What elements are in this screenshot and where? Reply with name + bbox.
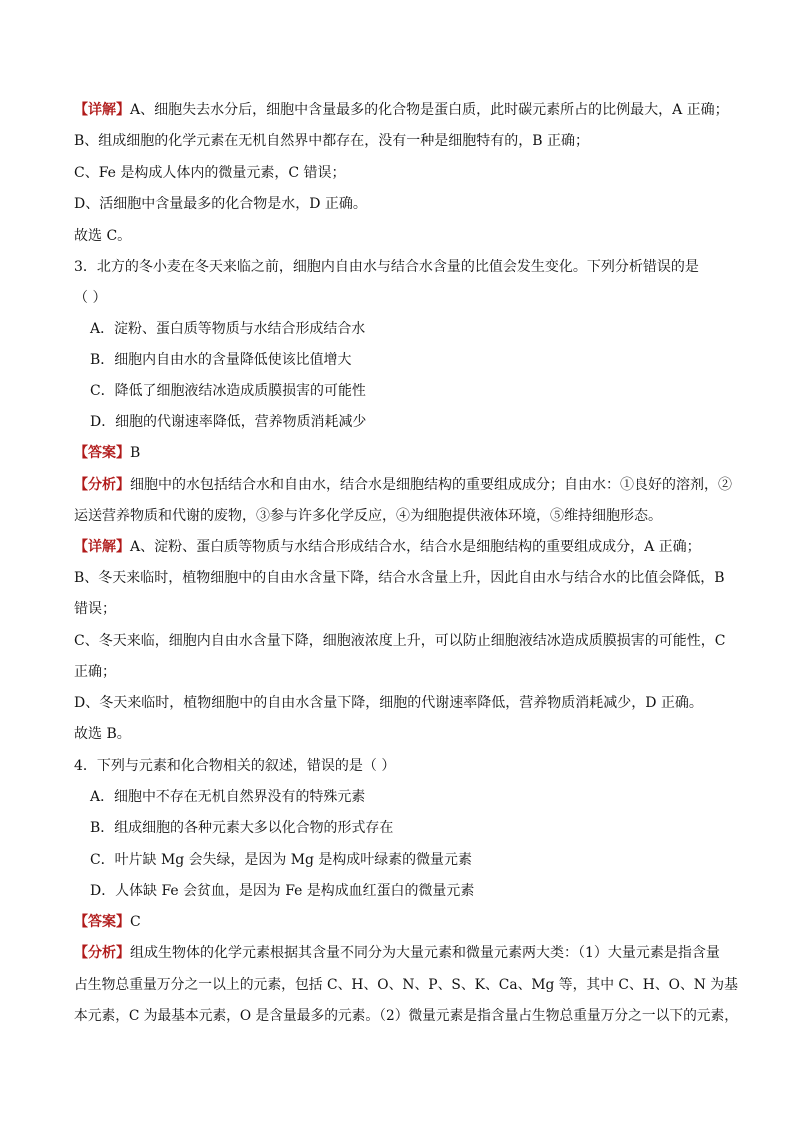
text-line: 故选 C。 [74, 228, 132, 244]
section-tag: 【详解】 [74, 102, 130, 118]
line-text: 组成生物体的化学元素根据其含量不同分为大量元素和微量元素两大类：（1）大量元素是指含量 [130, 945, 720, 961]
option-a: A．淀粉、蛋白质等物质与水结合形成结合水 [90, 321, 366, 337]
answer-line [74, 444, 724, 462]
option-a: A．细胞中不存在无机自然界没有的特殊元素 [90, 789, 366, 805]
explanation-line [74, 538, 724, 556]
line-text: 细胞中的水包括结合水和自由水，结合水是细胞结构的重要组成成分；自由水：①良好的溶剂，② [130, 477, 732, 493]
line-text: A、细胞失去水分后，细胞中含量最多的化合物是蛋白质，此时碳元素所占的比例最大，A 正确； [130, 102, 729, 118]
text-line: D、活细胞中含量最多的化合物是水，D 正确。 [74, 196, 367, 212]
answer-line [74, 913, 724, 931]
answer-value: C [130, 914, 141, 930]
section-tag: 【分析】 [74, 945, 130, 961]
text-line: 运送营养物质和代谢的废物，③参与许多化学反应，④为细胞提供液体环境，⑤维持细胞形态。 [74, 508, 662, 524]
text-line: 本元素，C 为最基本元素，O 是含量最多的元素。（2）微量元素是指含量占生物总重量万分之一以下的元素， [74, 1008, 739, 1024]
line-text: A、淀粉、蛋白质等物质与水结合形成结合水，结合水是细胞结构的重要组成成分，A 正确； [130, 539, 701, 555]
section-tag: 【答案】 [74, 445, 130, 461]
option-c: C．降低了细胞液结冰造成质膜损害的可能性 [90, 383, 366, 399]
text-line: 占生物总重量万分之一以上的元素，包括 C、H、O、N、P、S、K、Ca、Mg 等，其中 C、H、O、N 为基 [74, 977, 738, 993]
text-line: D、冬天来临时，植物细胞中的自由水含量下降，细胞的代谢速率降低，营养物质消耗减少，D 正确。 [74, 695, 703, 711]
answer-value: B [130, 445, 141, 461]
analysis-line [74, 476, 732, 494]
text-line [74, 101, 729, 119]
option-d: D．细胞的代谢速率降低，营养物质消耗减少 [90, 414, 367, 430]
answer-blank: （ ） [74, 290, 107, 306]
text-line: 正确； [74, 664, 116, 680]
text-line: C、冬天来临，细胞内自由水含量下降，细胞液浓度上升，可以防止细胞液结冰造成质膜损害的可能性，C [74, 633, 726, 649]
question-stem: 3．北方的冬小麦在冬天来临之前，细胞内自由水与结合水含量的比值会发生变化。下列分析错误的是 [74, 259, 699, 275]
section-tag: 【答案】 [74, 914, 130, 930]
text-line: C、Fe 是构成人体内的微量元素，C 错误； [74, 165, 346, 181]
text-line: B、组成细胞的化学元素在无机自然界中都存在，没有一种是细胞特有的，B 正确； [74, 133, 590, 149]
text-line: 错误； [74, 601, 116, 617]
question-stem: 4．下列与元素和化合物相关的叙述，错误的是（ ） [74, 758, 396, 774]
option-b: B．组成细胞的各种元素大多以化合物的形式存在 [90, 820, 394, 836]
option-d: D．人体缺 Fe 会贫血，是因为 Fe 是构成血红蛋白的微量元素 [90, 883, 475, 899]
text-line: 故选 B。 [74, 726, 131, 742]
section-tag: 【分析】 [74, 477, 130, 493]
text-line: B、冬天来临时，植物细胞中的自由水含量下降，结合水含量上升，因此自由水与结合水的比值会降低，B [74, 570, 725, 586]
section-tag: 【详解】 [74, 539, 130, 555]
option-c: C．叶片缺 Mg 会失绿，是因为 Mg 是构成叶绿素的微量元素 [90, 852, 472, 868]
option-b: B．细胞内自由水的含量降低使该比值增大 [90, 352, 352, 368]
analysis-line [74, 944, 724, 962]
